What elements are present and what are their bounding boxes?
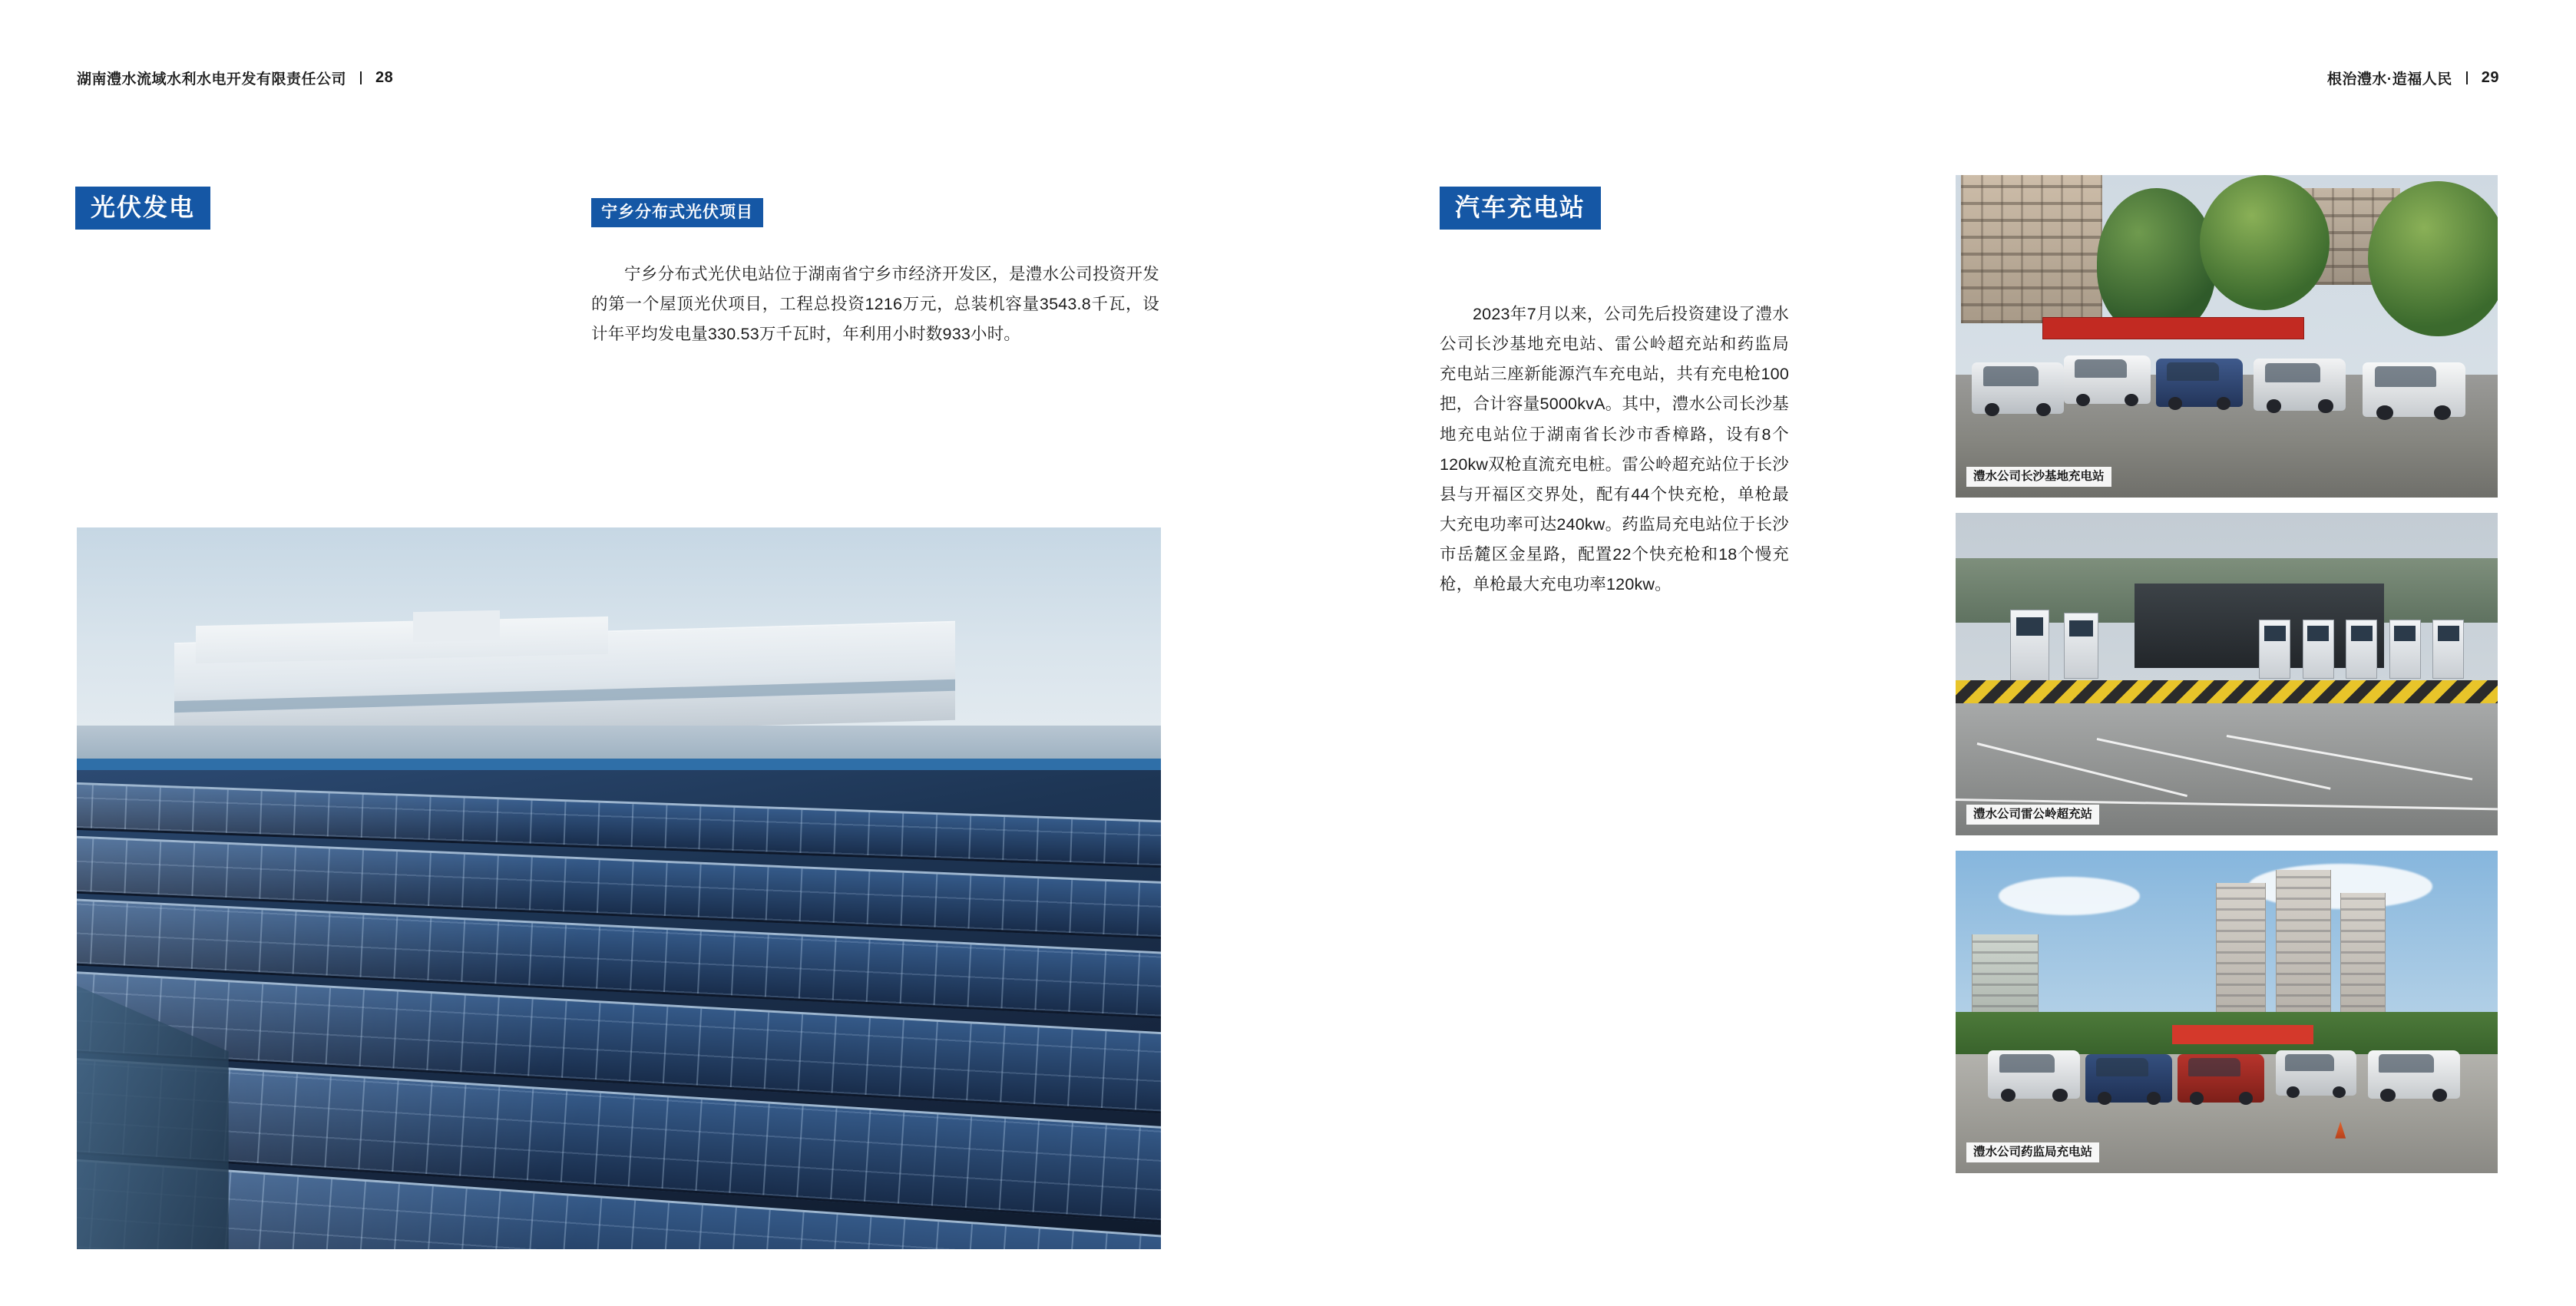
photo-tree	[2200, 175, 2330, 310]
photo-changsha-base-station	[1956, 175, 2498, 498]
photo-factory-tower	[413, 610, 500, 643]
photo-car	[2178, 1054, 2264, 1103]
divider	[2466, 71, 2468, 84]
photo-far-roof	[77, 726, 1161, 763]
body-text-left	[591, 260, 1159, 349]
photo-building	[1972, 934, 2039, 1018]
photo-car	[2085, 1054, 2172, 1103]
photo-car	[2276, 1050, 2357, 1096]
photo-car	[2064, 355, 2151, 404]
folio-right: 29	[2481, 69, 2499, 86]
photo-car	[2254, 359, 2346, 410]
photo-charger-unit	[2346, 620, 2377, 679]
photo-charger-unit	[2432, 620, 2464, 679]
photo-caption: 澧水公司雷公岭超充站	[1966, 805, 2099, 825]
photo-leigongling-supercharge-station	[1956, 513, 2498, 835]
photo-charger-unit	[2064, 613, 2098, 679]
photo-car	[1972, 362, 2064, 414]
running-head-right	[2327, 68, 2499, 88]
photo-caption: 澧水公司药监局充电站	[1966, 1142, 2099, 1163]
photo-charger-unit	[2259, 620, 2290, 679]
photo-car	[2368, 1050, 2460, 1099]
photo-tree	[2097, 188, 2216, 336]
photo-charger-unit	[2389, 620, 2421, 679]
photo-high-rise	[2340, 893, 2385, 1019]
photo-drug-administration-station	[1956, 851, 2498, 1173]
photo-red-banner	[2042, 317, 2304, 339]
photo-caption: 澧水公司长沙基地充电站	[1966, 467, 2111, 488]
divider	[360, 71, 362, 84]
folio-left: 28	[375, 69, 394, 86]
photo-cloud	[1999, 877, 2140, 915]
running-head-right-text: 根治澧水·造福人民	[2326, 71, 2452, 88]
photo-high-rise	[2276, 870, 2332, 1018]
running-head-left	[77, 68, 393, 88]
section-title-charging-station: 汽车充电站	[1440, 187, 1601, 230]
photo-charger-unit	[2303, 620, 2334, 679]
section-title-photovoltaic: 光伏发电	[75, 187, 210, 230]
photo-car	[2363, 362, 2465, 417]
photo-panel-field	[77, 770, 1161, 1249]
body-text-right	[1440, 299, 1789, 600]
photo-red-banner	[2172, 1025, 2313, 1044]
photo-warning-curb	[1956, 680, 2498, 703]
photo-car	[1988, 1050, 2080, 1099]
paragraph-photovoltaic: 宁乡分布式光伏电站位于湖南省宁乡市经济开发区，是澧水公司投资开发的第一个屋顶光伏项目，工程总投资1216万元，总装机容量3543.8千瓦，设计年平均发电量330.53万千瓦时，年利用小时数933小时。	[591, 265, 1159, 344]
paragraph-charging-station: 2023年7月以来，公司先后投资建设了澧水公司长沙基地充电站、雷公岭超充站和药监局充电站三座新能源汽车充电站，共有充电枪100把，合计容量5000kvA。其中，澧水公司长沙基地充电站位于湖南省长沙市香樟路，设有8个120kw双枪直流充电桩。雷公岭超充站位于长沙县与开福区交界处，配有44个快充枪，单枪最大充电功率可达240kw。药监局充电站位于长沙市岳麓区金星路，配置22个快充枪和18个慢充枪，单枪最大充电功率120kw。	[1440, 305, 1789, 594]
photo-charger-unit	[2010, 610, 2049, 682]
photo-high-rise	[2216, 883, 2267, 1018]
photo-solar-rooftop	[77, 527, 1161, 1249]
running-head-left-text: 湖南澧水流域水利水电开发有限责任公司	[77, 71, 347, 88]
subsection-title-ningxiang-project: 宁乡分布式光伏项目	[591, 198, 763, 227]
photo-car	[2156, 359, 2243, 407]
photo-residential-building	[1961, 175, 2102, 323]
